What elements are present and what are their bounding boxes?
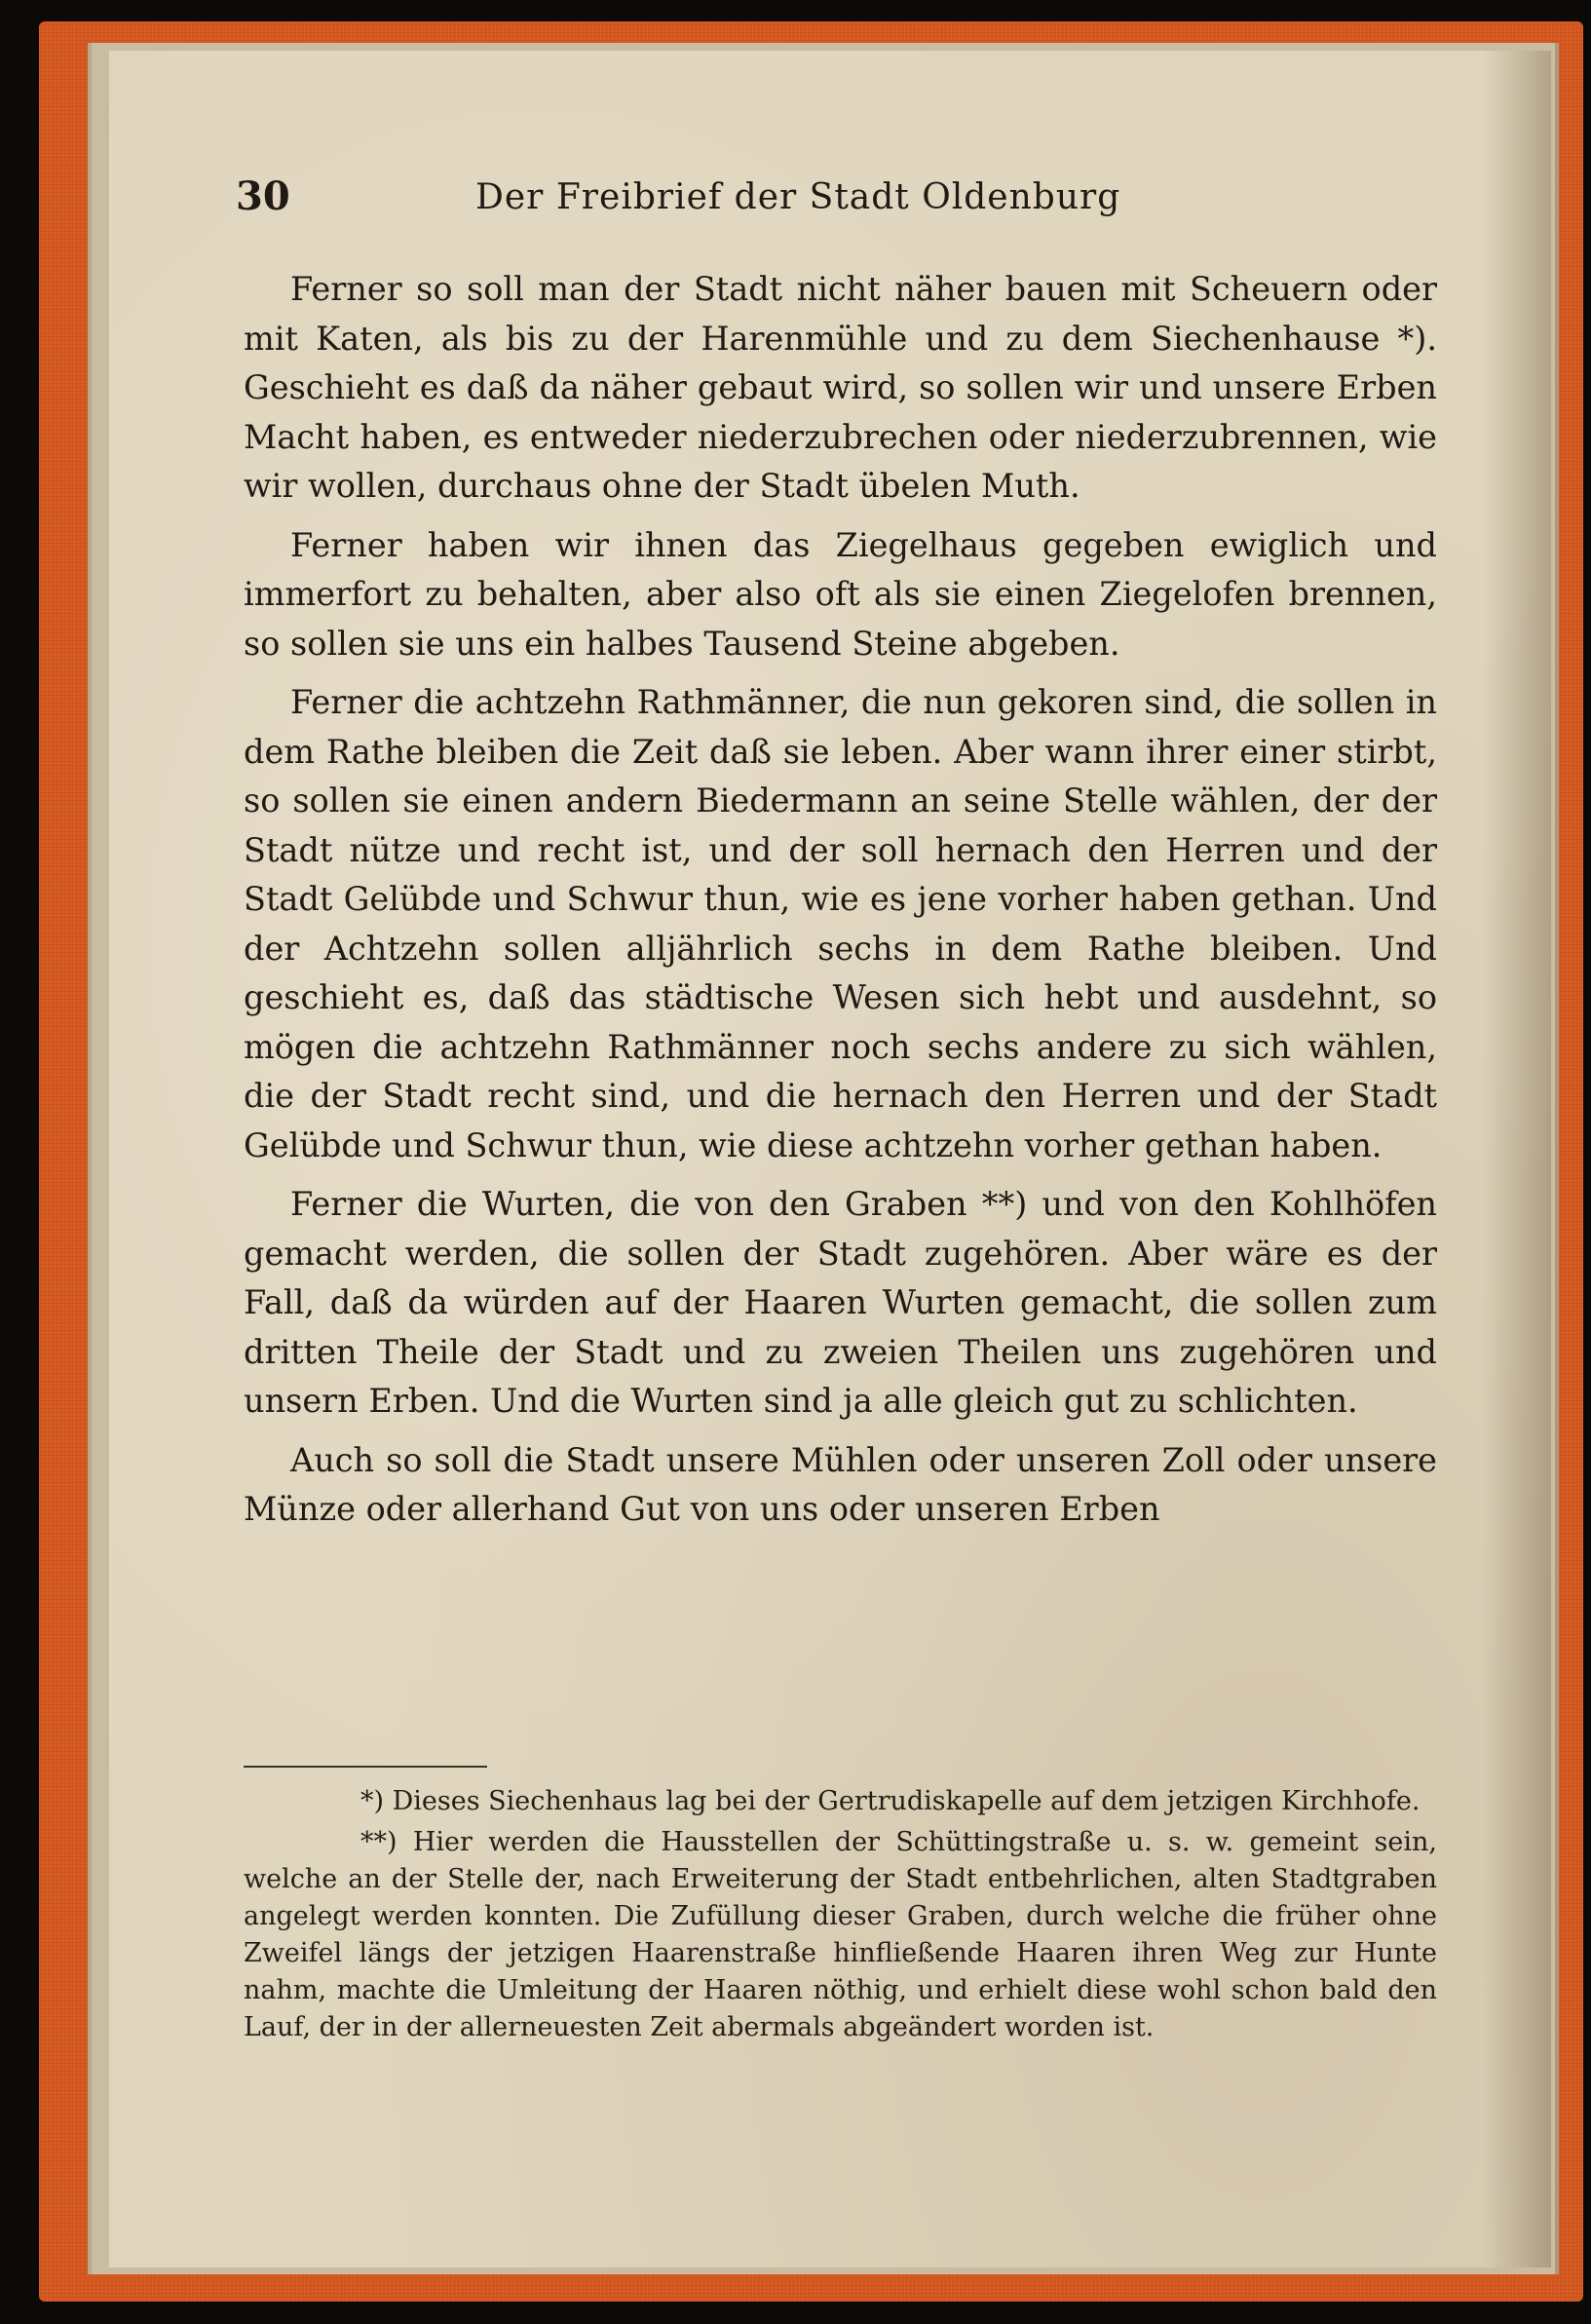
paragraph-wurten: Ferner die Wurten, die von den Graben **) und von den Kohlhöfen gemacht werden, die sollen der Stadt zugehören. Aber wäre es der Fall, daß da würden auf der Haaren Wurten gemacht, die sollen zum dritten Theile der Stadt und zu zweien Theilen uns zugehören und unsern Erben. Und die Wurten sind ja alle gleich gut zu schlichten. (244, 1185, 1437, 1420)
body-text (244, 265, 1437, 1544)
paragraph-rathmaenner: Ferner die achtzehn Rathmänner, die nun gekoren sind, die sollen in dem Rathe bleiben die Zeit daß sie leben. Aber wann ihrer einer stirbt, so sollen sie einen andern Biedermann an seine Stelle wählen, der der Stadt nütze und recht ist, und der soll hernach den Herren und der Stadt Gelübde und Schwur thun, wie es jene vorher haben gethan. Und der Achtzehn sollen alljährlich sechs in dem Rathe bleiben. Und geschieht es, daß das städtische Wesen sich hebt und ausdehnt, so mögen die achtzehn Rathmänner noch sechs andere zu sich wählen, die der Stadt recht sind, und die hernach den Herren und der Stadt Gelübde und Schwur thun, wie diese achtzehn vorher gethan haben. (244, 683, 1437, 1164)
paragraph-muehlen: Auch so soll die Stadt unsere Mühlen oder unseren Zoll oder unsere Münze oder allerhand Gut von uns oder unseren Erben (244, 1440, 1437, 1528)
running-head (0, 173, 1591, 232)
header-title: Der Freibrief der Stadt Oldenburg (475, 177, 1121, 217)
footnotes (244, 1783, 1437, 2050)
paragraph-scheuern: Ferner so soll man der Stadt nicht näher bauen mit Scheuern oder mit Katen, als bis zu der Harenmühle und zu dem Siechenhause *). Geschieht es daß da näher gebaut wird, so sollen wir und unsere Erben Macht haben, es entweder niederzubrechen oder niederzubrennen, wie wir wollen, durchaus ohne der Stadt übelen Muth. (244, 270, 1437, 505)
paragraph-ziegelhaus: Ferner haben wir ihnen das Ziegelhaus gegeben ewiglich und immerfort zu behalten, aber also oft als sie einen Ziegelofen brennen, so sollen sie uns ein halbes Tausend Steine abgeben. (244, 525, 1437, 663)
gutter-shadow (1483, 51, 1551, 2267)
footnote-hausstellen: **) Hier werden die Hausstellen der Schüttingstraße u. s. w. gemeint sein, welche an der Stelle der, nach Erweiterung der Stadt entbehrlichen, alten Stadtgraben angelegt werden konnten. Die Zufüllung dieser Graben, durch welche die früher ohne Zweifel längs der jetzigen Haarenstraße hinfließende Haaren ihren Weg zur Hunte nahm, machte die Umleitung der Haaren nöthig, und erhielt diese wohl schon bald den Lauf, der in der allerneuesten Zeit abermals abgeändert worden ist. (244, 1827, 1437, 2042)
page-number: 30 (236, 173, 290, 219)
footnote-separator (244, 1766, 487, 1768)
footnote-siechenhaus: *) Dieses Siechenhaus lag bei der Gertrudiskapelle auf dem jetzigen Kirchhofe. (360, 1786, 1421, 1816)
